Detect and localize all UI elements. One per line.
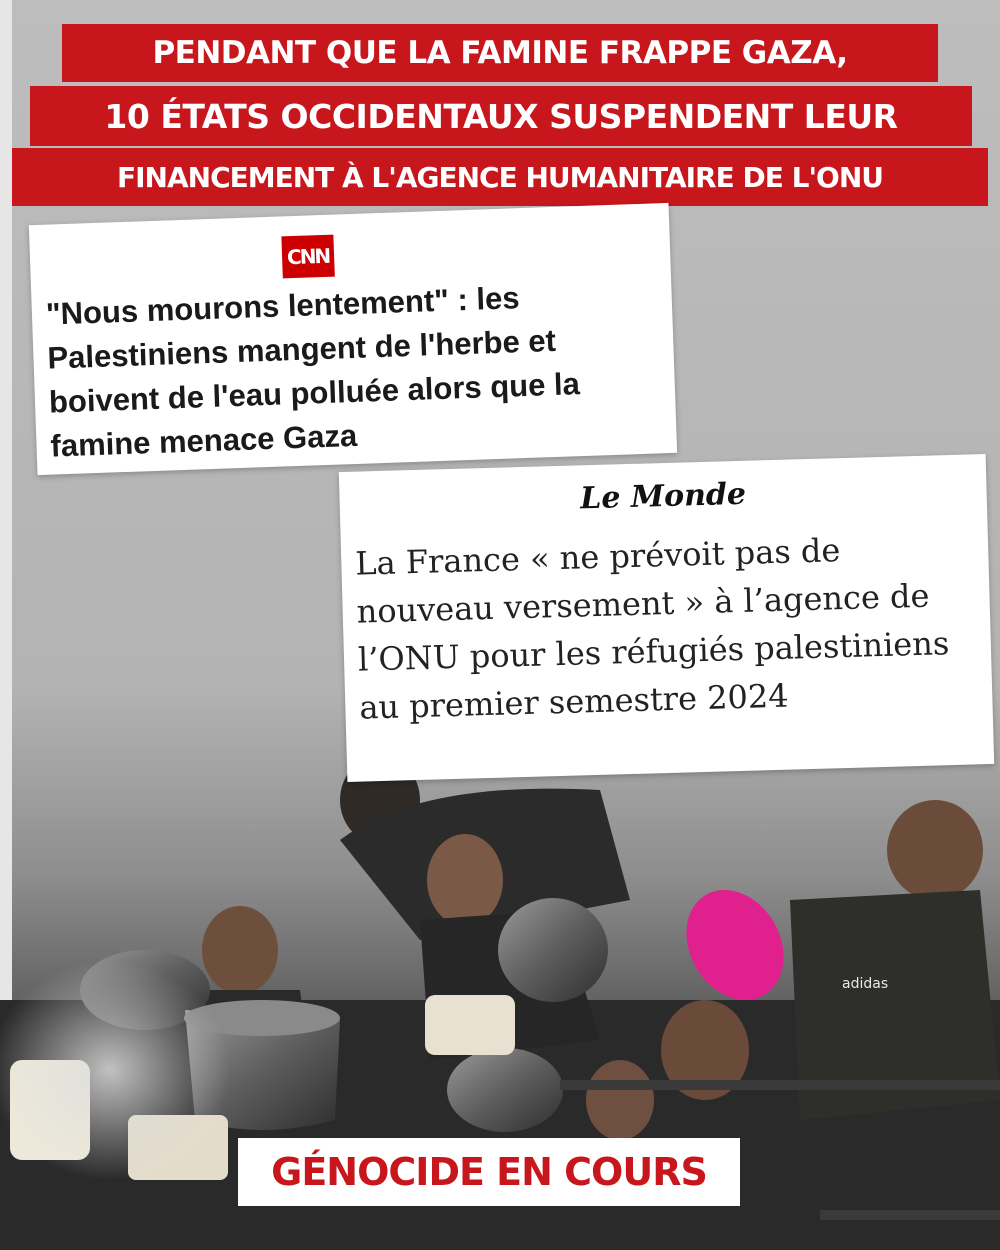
banner-text: GÉNOCIDE EN COURS: [271, 1150, 707, 1194]
shirt-logo: adidas: [842, 976, 889, 992]
cnn-headline: "Nous mourons lentement" : les Palestiniens mangent de l'herbe et boivent de l'eau polluée alors que la famine menace Gaza: [45, 280, 581, 464]
headline-line-2: 10 ÉTATS OCCIDENTAUX SUSPENDENT LEUR: [30, 86, 972, 146]
headline-line-3: FINANCEMENT À L'AGENCE HUMANITAIRE DE L'ONU: [12, 148, 988, 206]
pot-held: [498, 898, 608, 1002]
steam-cloud: [0, 960, 230, 1180]
boy-face-center: [427, 834, 503, 926]
lemonde-article-card: [339, 454, 994, 782]
headline-line-1: PENDANT QUE LA FAMINE FRAPPE GAZA,: [62, 24, 938, 82]
bottom-banner: [238, 1138, 740, 1206]
cnn-article-card: [29, 203, 677, 475]
girl-face-bottom: [586, 1060, 654, 1140]
lemonde-headline: La France « ne prévoit pas de nouveau versement » à l’agence de l’ONU pour les réfugiés palestiniens au premier semestre 2024: [354, 531, 950, 727]
pink-bowl: [667, 872, 803, 1017]
railing-top: [560, 1080, 1000, 1090]
plastic-container: [425, 995, 515, 1055]
pan-bottom: [447, 1048, 563, 1132]
cnn-logo: CNN: [281, 235, 334, 279]
man-face-left: [202, 906, 278, 994]
railing-bottom: [820, 1210, 1000, 1220]
lemonde-logo: Le Monde: [579, 476, 747, 517]
boy-face-right: [887, 800, 983, 900]
